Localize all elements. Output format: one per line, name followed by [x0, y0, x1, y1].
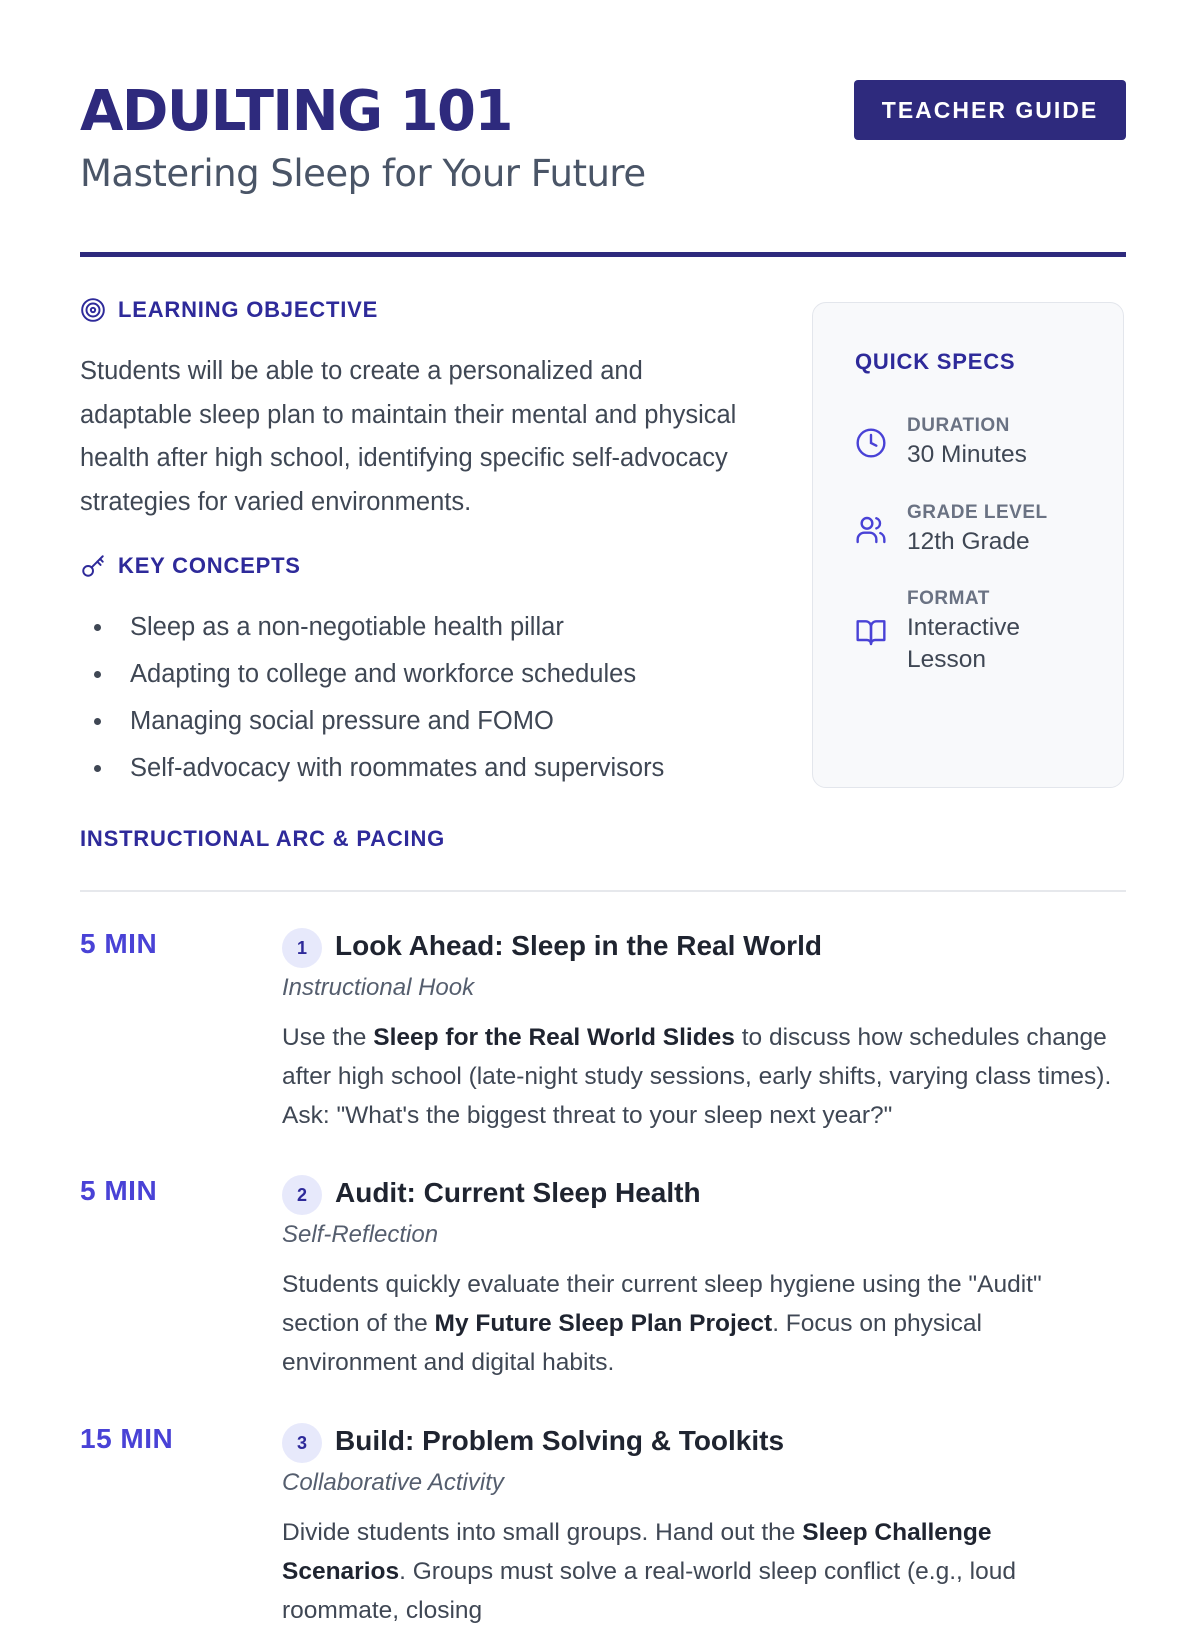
spec-format: [855, 588, 1057, 676]
step-type: Self-Reflection: [282, 1221, 439, 1248]
spec-duration: [855, 415, 1027, 471]
step-description: Divide students into small groups. Hand out the Sleep Challenge Scenarios. Groups must solve a real-world sleep conflict (e.g., loud roommate, closing: [282, 1519, 1016, 1624]
step-duration: 5 MIN: [80, 1175, 158, 1206]
clock-icon: [855, 427, 887, 459]
spec-value: 30 Minutes: [907, 441, 1027, 468]
list-item: Adapting to college and workforce schedules: [80, 654, 780, 701]
quick-specs-title: QUICK SPECS: [855, 349, 1016, 374]
spec-label: GRADE LEVEL: [907, 502, 1048, 523]
step-description: Use the Sleep for the Real World Slides to discuss how schedules change after high school (late-night study sessions, early shifts, varying class times). Ask: "What's the biggest threat to your sleep next year?": [282, 1024, 1112, 1129]
teacher-guide-badge: TEACHER GUIDE: [854, 80, 1126, 140]
section-divider: [80, 890, 1126, 892]
spec-value: Interactive Lesson: [907, 614, 1021, 673]
step-number-badge: 3: [282, 1423, 322, 1463]
learning-objective-text: Students will be able to create a personalized and adaptable sleep plan to maintain their mental and physical health after high school, identifying specific self-advocacy strategies for varied environments.: [80, 357, 737, 516]
spec-label: FORMAT: [907, 588, 990, 609]
instructional-arc-heading: [80, 826, 445, 852]
page-title: ADULTING 101: [80, 79, 512, 144]
step-number-badge: 1: [282, 928, 322, 968]
step-title: Audit: Current Sleep Health: [335, 1177, 701, 1208]
key-icon: [80, 553, 106, 579]
key-concepts-label: KEY CONCEPTS: [118, 553, 301, 578]
step-type: Instructional Hook: [282, 974, 475, 1001]
step-title: Look Ahead: Sleep in the Real World: [335, 930, 822, 961]
step-type: Collaborative Activity: [282, 1469, 504, 1496]
book-open-icon: [855, 616, 887, 648]
page-subtitle: Mastering Sleep for Your Future: [80, 152, 646, 195]
instructional-arc-label: INSTRUCTIONAL ARC & PACING: [80, 826, 446, 851]
list-item: Managing social pressure and FOMO: [80, 701, 780, 748]
users-icon: [855, 514, 887, 546]
resource-name: Sleep for the Real World Slides: [373, 1024, 735, 1051]
key-concepts-list: [80, 607, 780, 795]
step-description: Students quickly evaluate their current sleep hygiene using the "Audit" section of the My Future Sleep Plan Project. Focus on physical environment and digital habits.: [282, 1271, 1042, 1376]
spec-value: 12th Grade: [907, 528, 1030, 555]
key-concepts-heading: [80, 553, 301, 579]
spec-grade-level: [855, 502, 1048, 558]
target-icon: [80, 297, 106, 323]
resource-name: My Future Sleep Plan Project: [434, 1310, 773, 1337]
list-item: Sleep as a non-negotiable health pillar: [80, 607, 780, 654]
step-duration: 15 MIN: [80, 1423, 174, 1454]
step-title: Build: Problem Solving & Toolkits: [335, 1425, 785, 1456]
resource-name: Sleep Challenge Scenarios: [282, 1519, 992, 1585]
step-number-badge: 2: [282, 1175, 322, 1215]
quick-specs-card: [812, 302, 1124, 788]
learning-objective-label: LEARNING OBJECTIVE: [118, 297, 379, 322]
spec-label: DURATION: [907, 415, 1010, 436]
list-item: Self-advocacy with roommates and supervisors: [80, 748, 780, 795]
page-header: [80, 80, 1126, 257]
learning-objective-heading: [80, 297, 378, 323]
step-duration: 5 MIN: [80, 928, 158, 959]
